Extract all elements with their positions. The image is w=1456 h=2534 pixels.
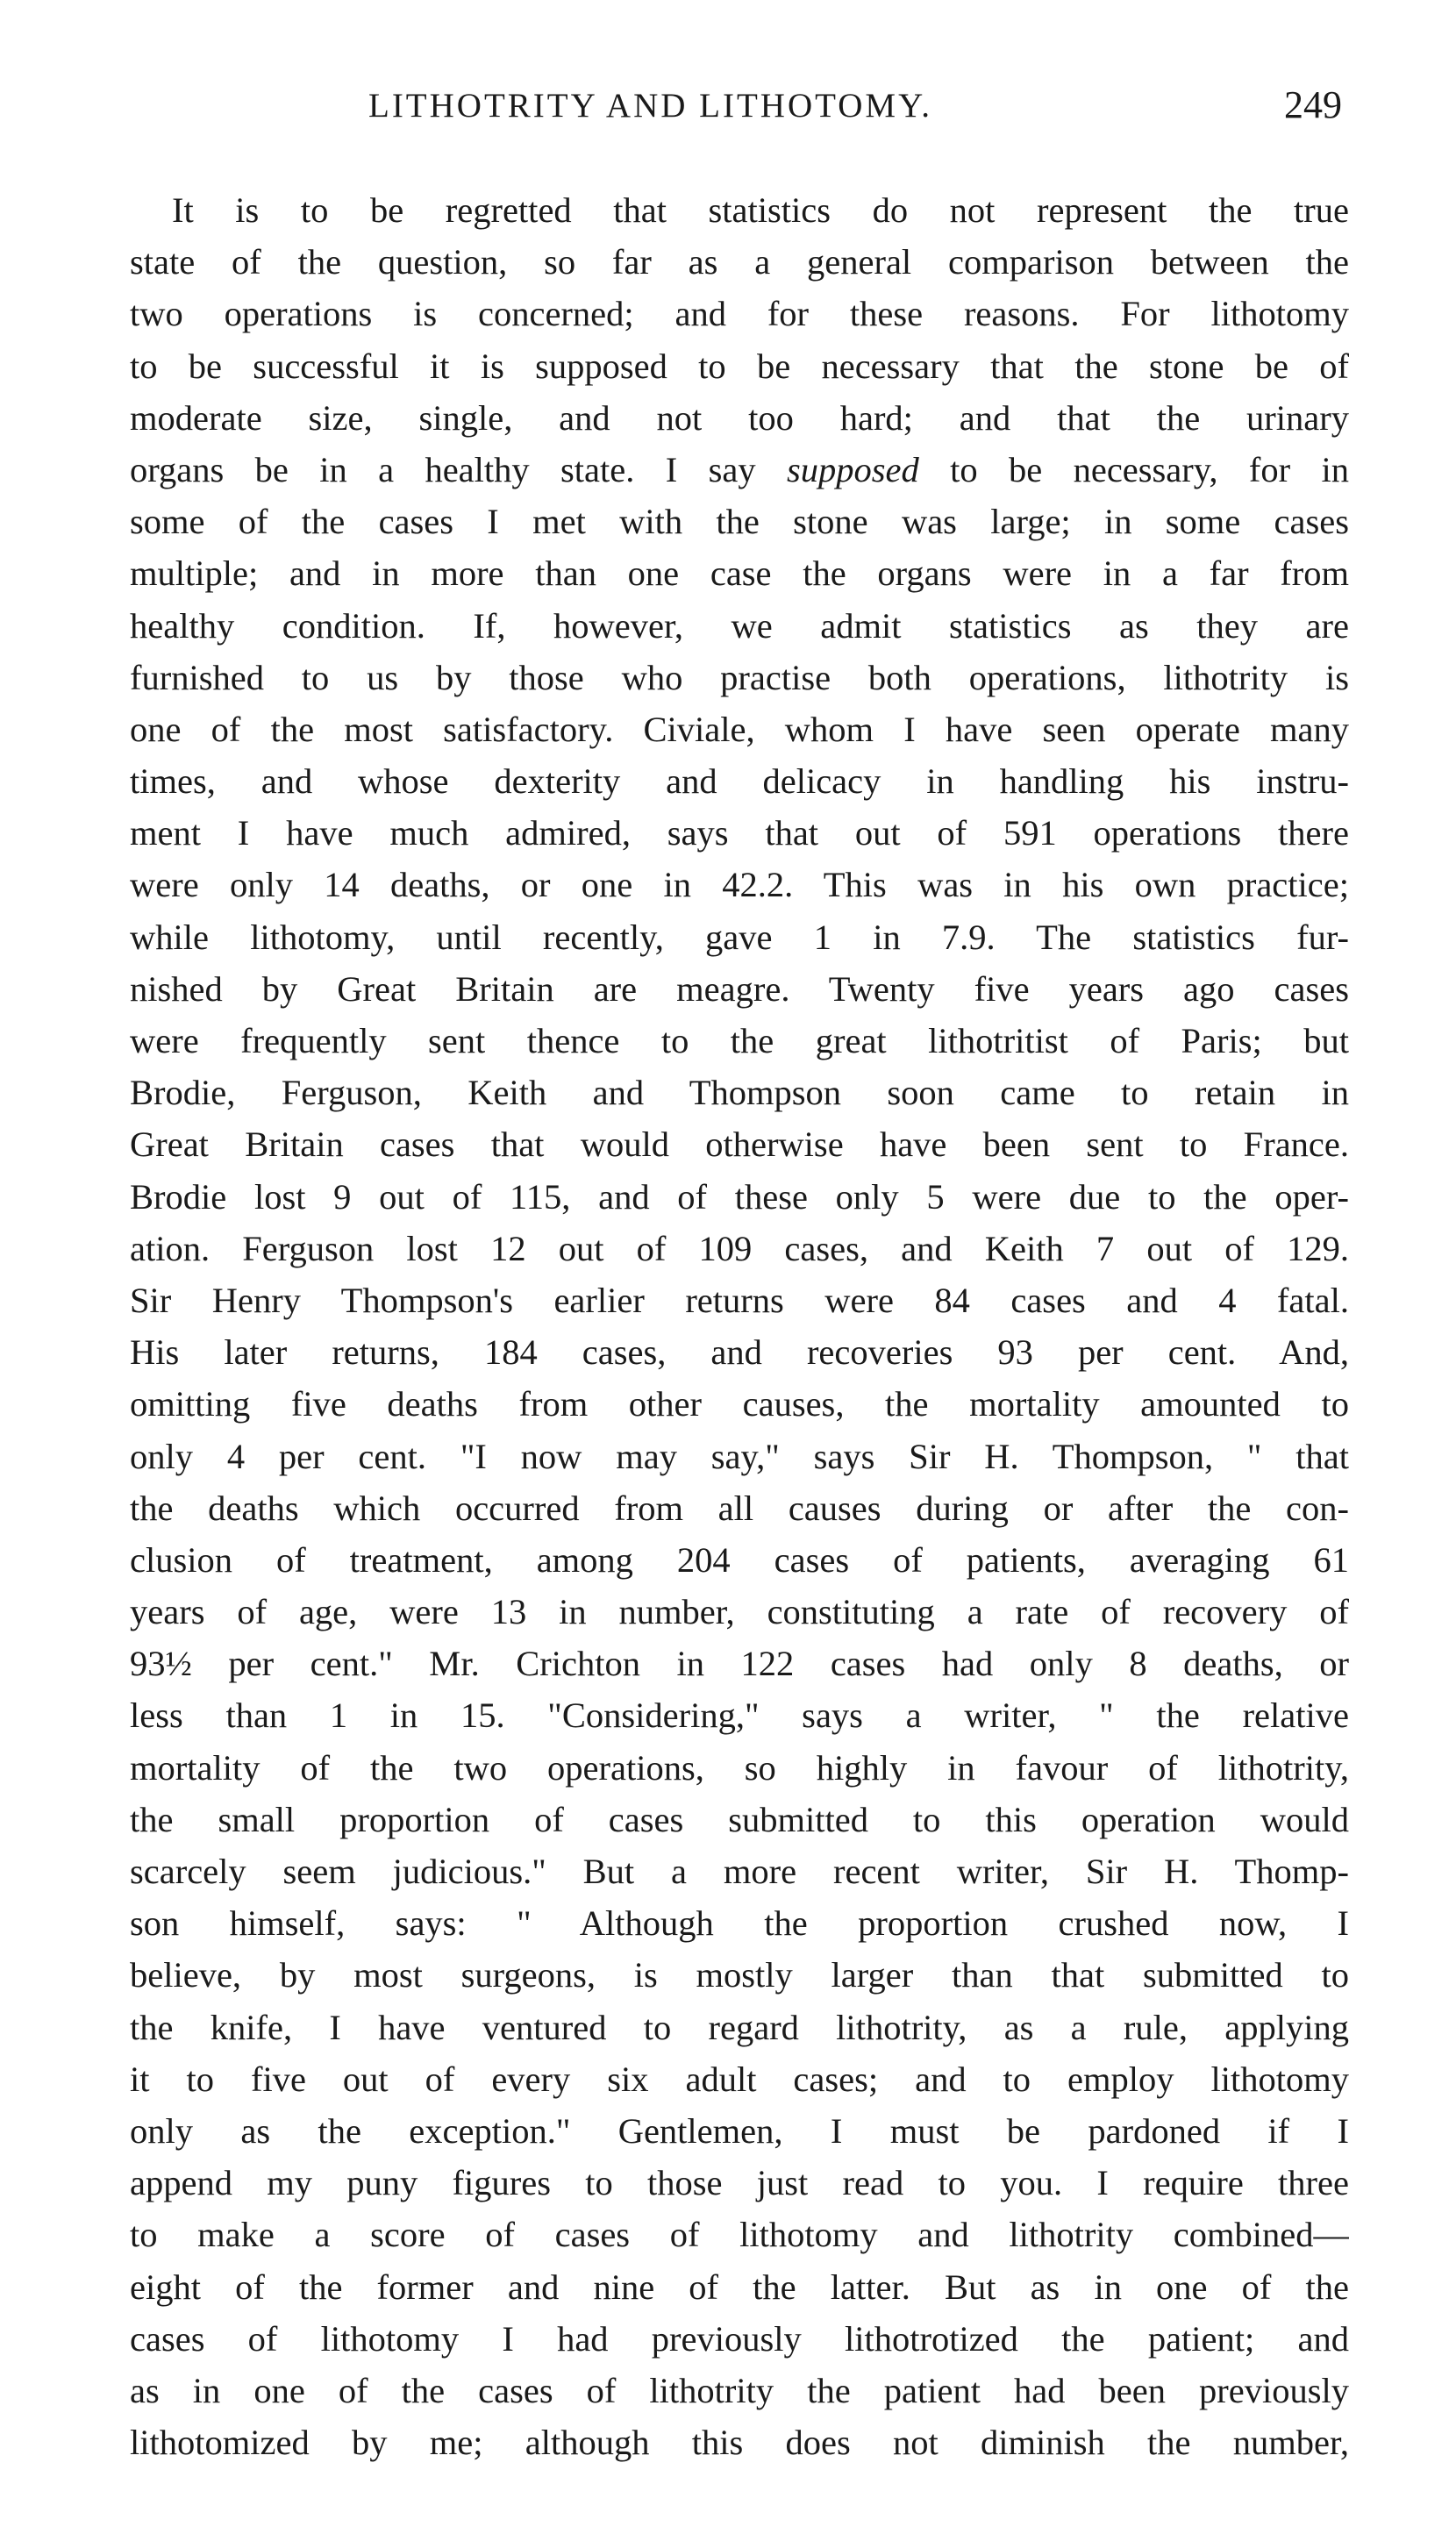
text-line: moderate size, single, and not too hard; and that the urinary xyxy=(130,397,1349,438)
text-line: Sir Henry Thompson's earlier returns were 84 cases and 4 fatal. xyxy=(130,1280,1349,1320)
text-line: to be successful it is supposed to be necessary that the stone be of xyxy=(130,346,1349,386)
text-line: ation. Ferguson lost 12 out of 109 cases, and Keith 7 out of 129. xyxy=(130,1228,1349,1268)
text-line: one of the most satisfactory. Civiale, whom I have seen operate many xyxy=(130,709,1349,749)
text-line: ment I have much admired, says that out of 591 operations there xyxy=(130,813,1349,853)
text-line: append my puny figures to those just read to you. I require three xyxy=(130,2163,1349,2203)
text-line: scarcely seem judicious." But a more recent writer, Sir H. Thomp- xyxy=(130,1852,1349,1891)
text-line: son himself, says: " Although the proportion crushed now, I xyxy=(130,1903,1349,1944)
text-line: only 4 per cent. "I now may say," says Sir H. Thompson, " that xyxy=(130,1436,1349,1476)
text-line: years of age, were 13 in number, constituting a rate of recovery of xyxy=(130,1592,1349,1632)
text-line: it to five out of every six adult cases; and to employ lithotomy xyxy=(130,2059,1349,2099)
text-line: to make a score of cases of lithotomy and lithotrity combined— xyxy=(130,2215,1349,2255)
text-line: the small proportion of cases submitted to this operation would xyxy=(130,1799,1349,1839)
text-line: less than 1 in 15. "Considering," says a writer, " the relative xyxy=(130,1695,1349,1736)
text-line: multiple; and in more than one case the organs were in a far from xyxy=(130,553,1349,594)
text-line: the deaths which occurred from all causes during or after the con- xyxy=(130,1488,1349,1528)
text-line: cases of lithotomy I had previously lithotrotized the patient; and xyxy=(130,2318,1349,2359)
running-title: LITHOTRITY AND LITHOTOMY. xyxy=(368,87,932,125)
text-line: healthy condition. If, however, we admit statistics as they are xyxy=(130,605,1349,646)
page-number: 249 xyxy=(1284,83,1342,126)
text-line: organs be in a healthy state. I say supposed to be necessary, for in xyxy=(130,449,1349,489)
text-line: Brodie lost 9 out of 115, and of these only 5 were due to the oper- xyxy=(130,1176,1349,1217)
text-line: the knife, I have ventured to regard lithotrity, as a rule, applying xyxy=(130,2007,1349,2047)
text-line: only as the exception." Gentlemen, I must be pardoned if I xyxy=(130,2110,1349,2151)
text-line: Brodie, Ferguson, Keith and Thompson soon came to retain in xyxy=(130,1073,1349,1113)
text-line: as in one of the cases of lithotrity the patient had been previously xyxy=(130,2370,1349,2410)
text-line: while lithotomy, until recently, gave 1 in 7.9. The statistics fur- xyxy=(130,917,1349,957)
text-line: 93½ per cent." Mr. Crichton in 122 cases had only 8 deaths, or xyxy=(130,1644,1349,1684)
text-line: nished by Great Britain are meagre. Twenty five years ago cases xyxy=(130,968,1349,1009)
running-head xyxy=(132,83,1342,139)
text-line: lithotomized by me; although this does not diminish the number, xyxy=(130,2423,1349,2463)
text-line: mortality of the two operations, so highly in favour of lithotrity, xyxy=(130,1747,1349,1788)
text-line: believe, by most surgeons, is mostly larger than that submitted to xyxy=(130,1955,1349,1995)
text-line: were only 14 deaths, or one in 42.2. This was in his own practice; xyxy=(130,865,1349,905)
text-line: times, and whose dexterity and delicacy in handling his instru- xyxy=(130,761,1349,802)
text-line: were frequently sent thence to the great lithotritist of Paris; but xyxy=(130,1021,1349,1060)
text-line: state of the question, so far as a general comparison between the xyxy=(130,242,1349,282)
text-line: some of the cases I met with the stone was large; in some cases xyxy=(130,502,1349,542)
text-line: eight of the former and nine of the latter. But as in one of the xyxy=(130,2266,1349,2307)
text-line: two operations is concerned; and for these reasons. For lithotomy xyxy=(130,294,1349,334)
text-line: His later returns, 184 cases, and recoveries 93 per cent. And, xyxy=(130,1332,1349,1373)
text-line: furnished to us by those who practise both operations, lithotrity is xyxy=(130,657,1349,697)
text-line: clusion of treatment, among 204 cases of patients, averaging 61 xyxy=(130,1539,1349,1580)
text-line: omitting five deaths from other causes, the mortality amounted to xyxy=(130,1384,1349,1424)
text-line: Great Britain cases that would otherwise have been sent to France. xyxy=(130,1124,1349,1165)
text-line: It is to be regretted that statistics do not represent the true xyxy=(172,190,1349,230)
body-paragraph xyxy=(130,184,1349,2468)
